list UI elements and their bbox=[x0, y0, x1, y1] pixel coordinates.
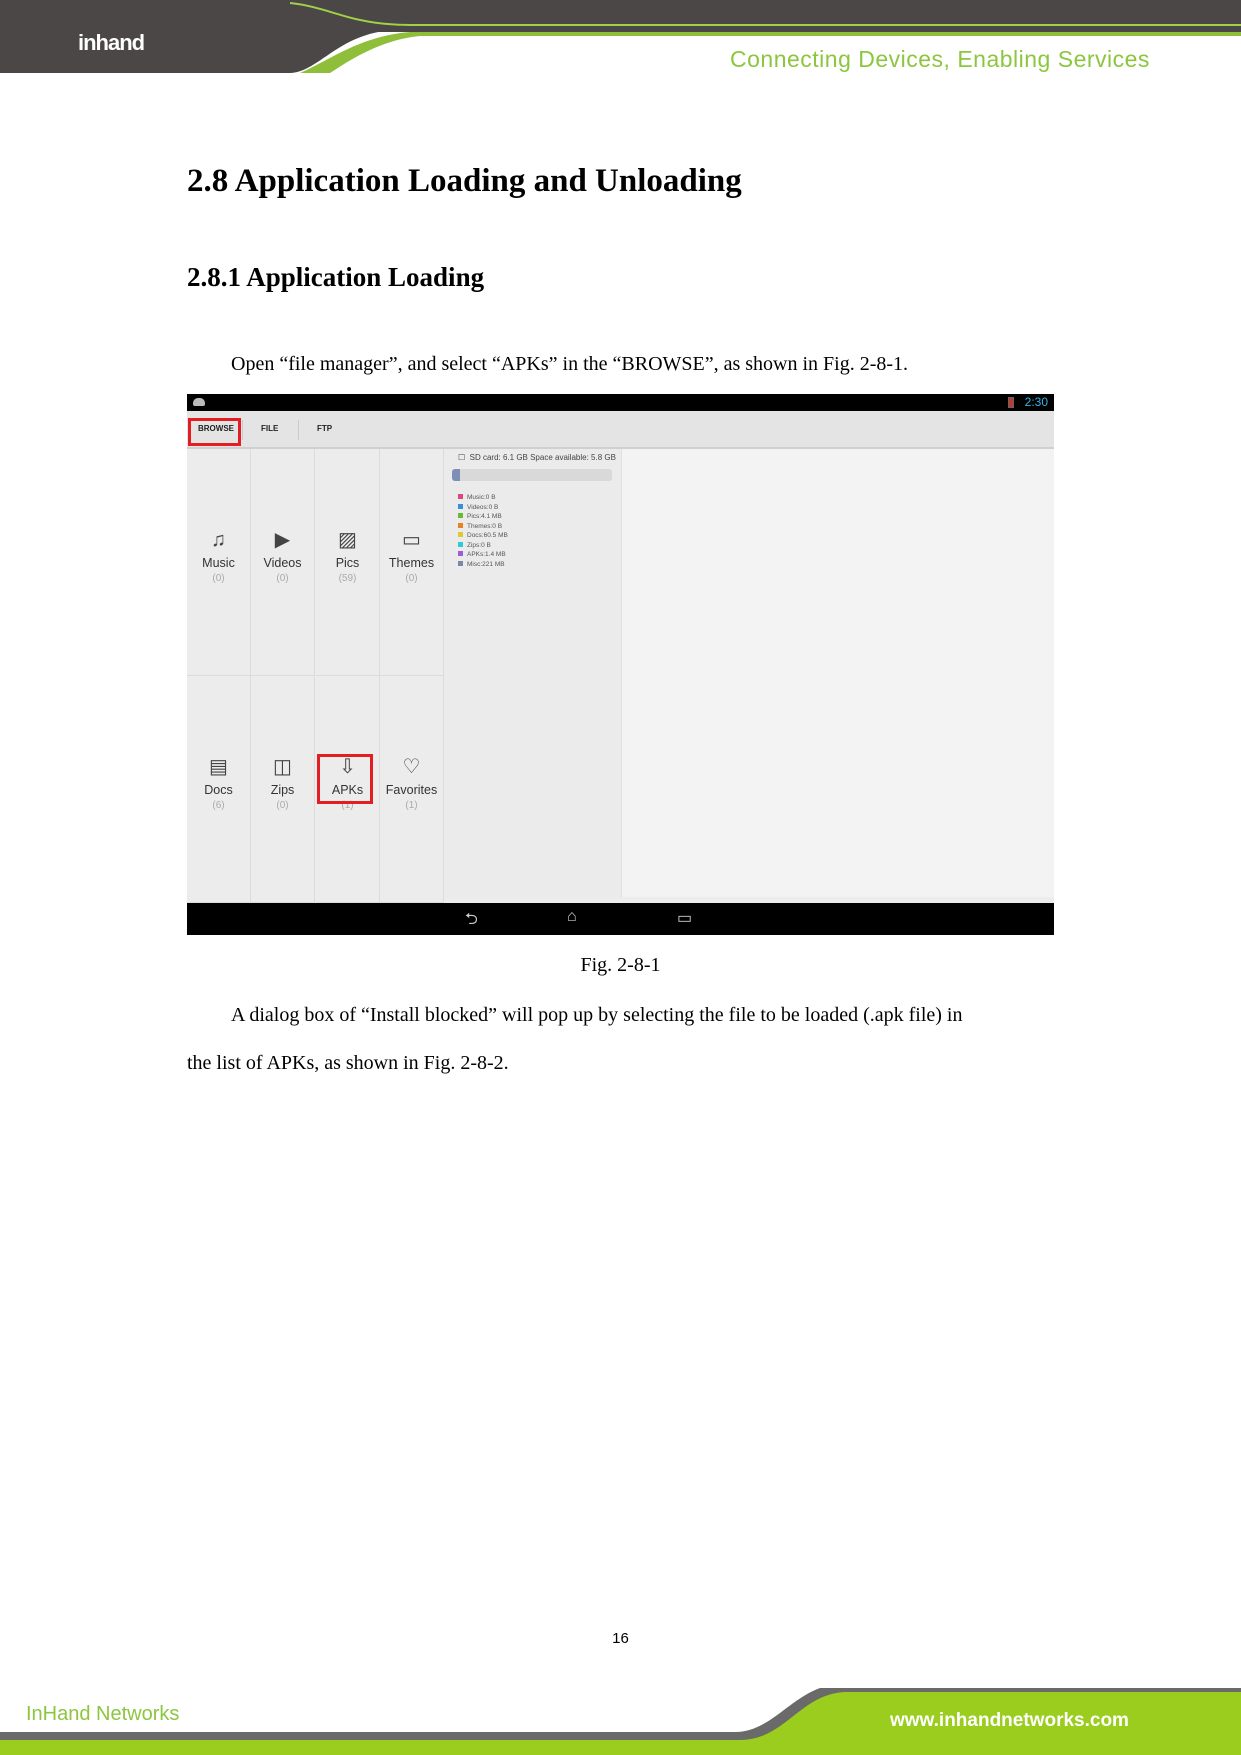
inhand-logo: inhand bbox=[78, 30, 145, 55]
paragraph-intro: Open “file manager”, and select “APKs” in the “BROWSE”, as shown in Fig. 2-8-1. bbox=[231, 353, 909, 375]
legend-label: Music:0 B bbox=[467, 494, 496, 501]
pics-icon: ▨ bbox=[338, 529, 357, 551]
docs-icon: ▤ bbox=[209, 756, 228, 778]
legend-swatch bbox=[458, 532, 463, 537]
legend-item bbox=[458, 541, 491, 551]
legend-swatch bbox=[458, 494, 463, 499]
sd-card-info: ☐ SD card: 6.1 GB Space available: 5.8 GB bbox=[458, 453, 616, 462]
header-tagline: Connecting Devices, Enabling Services bbox=[730, 46, 1150, 72]
tile-label: Pics bbox=[335, 556, 360, 570]
figure-caption: Fig. 2-8-1 bbox=[580, 954, 661, 976]
tile-count: (0) bbox=[276, 573, 289, 584]
tab-bar bbox=[187, 411, 1054, 449]
highlight-apks bbox=[317, 754, 373, 804]
tile-label: Videos bbox=[263, 556, 302, 570]
sd-card-text: SD card: 6.1 GB Space available: 5.8 GB bbox=[469, 453, 616, 462]
legend-label: Pics:4.1 MB bbox=[467, 513, 502, 520]
legend-swatch bbox=[458, 513, 463, 518]
legend-label: APKs:1.4 MB bbox=[467, 551, 506, 558]
storage-bar-fill bbox=[452, 469, 460, 481]
highlight-browse bbox=[188, 418, 241, 446]
tab-divider bbox=[298, 420, 299, 440]
category-tile-music[interactable] bbox=[187, 449, 251, 676]
tile-label: Favorites bbox=[385, 783, 438, 797]
music-icon: ♫ bbox=[211, 529, 226, 551]
favorites-icon: ♡ bbox=[402, 756, 421, 778]
paragraph-dialog: A dialog box of “Install blocked” will pop up by selecting the file to be loaded (.apk file) in bbox=[231, 1004, 963, 1026]
legend-label: Videos:0 B bbox=[467, 503, 499, 511]
category-tile-docs[interactable] bbox=[187, 676, 251, 903]
tab-file[interactable]: FILE bbox=[261, 424, 279, 433]
apks-icon: ⇩ bbox=[339, 756, 356, 778]
tile-label: APKs bbox=[331, 783, 364, 797]
file-manager-screenshot bbox=[187, 394, 1054, 935]
back-icon[interactable]: ⮌ bbox=[465, 911, 478, 928]
battery-icon bbox=[1008, 397, 1014, 408]
footer-website: www.inhandnetworks.com bbox=[890, 1710, 1129, 1731]
tile-count: (59) bbox=[338, 573, 357, 584]
legend-swatch bbox=[458, 523, 463, 528]
tile-count: (1) bbox=[405, 800, 418, 811]
tile-count: (0) bbox=[276, 800, 289, 811]
paragraph-dialog-cont: the list of APKs, as shown in Fig. 2-8-2. bbox=[187, 1052, 509, 1074]
tab-ftp[interactable]: FTP bbox=[317, 424, 333, 433]
legend-item bbox=[458, 560, 505, 570]
legend-swatch bbox=[458, 504, 463, 509]
tile-count: (1) bbox=[341, 800, 354, 811]
tab-divider bbox=[242, 420, 243, 440]
legend-item bbox=[458, 493, 496, 503]
legend-label: Misc:221 MB bbox=[467, 560, 505, 568]
page-number: 16 bbox=[612, 1630, 629, 1647]
tile-label: Docs bbox=[204, 783, 233, 797]
section-heading: 2.8 Application Loading and Unloading bbox=[187, 163, 742, 199]
storage-panel bbox=[444, 449, 622, 897]
home-icon[interactable]: ⌂ bbox=[567, 908, 577, 925]
legend-item bbox=[458, 550, 506, 560]
tile-label: Themes bbox=[388, 556, 435, 570]
recents-icon[interactable]: ▭ bbox=[677, 910, 693, 927]
tile-count: (0) bbox=[405, 573, 418, 584]
legend-item bbox=[458, 512, 502, 522]
tab-browse[interactable]: BROWSE bbox=[198, 424, 234, 433]
legend-label: Docs:60.5 MB bbox=[467, 532, 508, 539]
footer-company: InHand Networks bbox=[26, 1703, 180, 1725]
category-tile-videos[interactable] bbox=[251, 449, 315, 676]
legend-item bbox=[458, 503, 498, 513]
tile-label: Zips bbox=[270, 783, 295, 797]
zips-icon: ◫ bbox=[273, 756, 292, 778]
legend-label: Zips:0 B bbox=[467, 541, 491, 549]
category-tile-zips[interactable] bbox=[251, 676, 315, 903]
legend-swatch bbox=[458, 542, 463, 547]
status-clock: 2:30 bbox=[1024, 395, 1048, 409]
storage-bar bbox=[452, 469, 612, 481]
tile-count: (0) bbox=[212, 573, 225, 584]
navigation-bar bbox=[187, 903, 1054, 935]
themes-icon: ▭ bbox=[402, 529, 421, 551]
category-tile-pics[interactable] bbox=[316, 449, 380, 676]
legend-item bbox=[458, 531, 508, 541]
android-icon bbox=[193, 398, 205, 406]
category-tile-themes[interactable] bbox=[380, 449, 444, 676]
legend-swatch bbox=[458, 551, 463, 556]
tile-label: Music bbox=[202, 556, 235, 570]
legend-item bbox=[458, 522, 502, 532]
videos-icon: ▶ bbox=[274, 529, 291, 551]
subsection-heading: 2.8.1 Application Loading bbox=[187, 262, 485, 292]
category-tile-favorites[interactable] bbox=[380, 676, 444, 903]
legend-swatch bbox=[458, 561, 463, 566]
legend-label: Themes:0 B bbox=[467, 522, 503, 530]
content-area bbox=[622, 449, 1054, 897]
tile-count: (6) bbox=[212, 800, 225, 811]
status-bar bbox=[187, 394, 1054, 411]
